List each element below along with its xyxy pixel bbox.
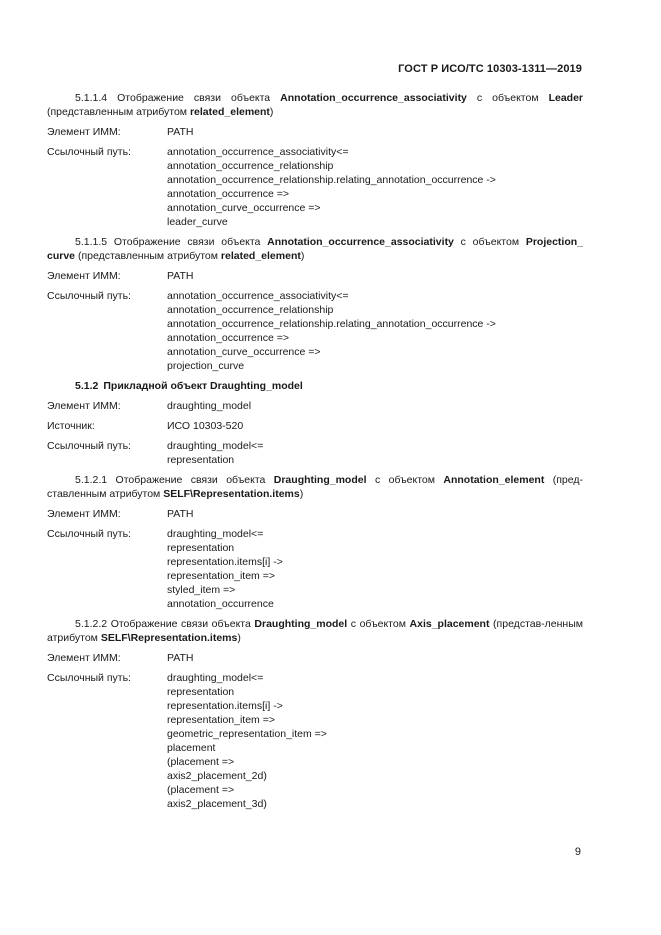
mim-element-label: Элемент ИММ:	[47, 508, 121, 520]
reference-path-label: Ссылочный путь:	[47, 146, 131, 158]
reference-path-row	[47, 289, 583, 373]
reference-path-line: annotation_occurrence_relationship	[167, 160, 334, 172]
section-number: 5.1.2	[75, 380, 99, 392]
reference-path-line: annotation_occurrence_relationship.relating_annotation_occurrence ->	[167, 318, 496, 330]
reference-path-line: geometric_representation_item =>	[167, 728, 327, 740]
source-row	[47, 419, 583, 433]
reference-path-lines	[167, 527, 583, 611]
mim-element-row	[47, 269, 583, 283]
clause-text-post: (представленным атрибутом	[75, 250, 221, 262]
reference-path-row	[47, 671, 583, 811]
reference-path-label: Ссылочный путь:	[47, 528, 131, 540]
clause-target: Projection_ curve	[47, 236, 583, 262]
document-header: ГОСТ Р ИСО/ТС 10303-1311—2019	[398, 63, 582, 75]
reference-path-line: annotation_occurrence_associativity<=	[167, 290, 349, 302]
reference-path-line: annotation_occurrence_relationship	[167, 304, 334, 316]
reference-path-line: styled_item =>	[167, 584, 236, 596]
page-number: 9	[574, 846, 581, 858]
mim-element-row	[47, 651, 583, 665]
reference-path-label: Ссылочный путь:	[47, 672, 131, 684]
mim-element-row	[47, 125, 583, 139]
reference-path-line: (placement =>	[167, 756, 235, 768]
reference-path-line: annotation_occurrence =>	[167, 188, 290, 200]
clause-text-post: (представленным атрибутом	[47, 106, 190, 118]
reference-path-line: annotation_curve_occurrence =>	[167, 346, 321, 358]
clause-number: 5.1.1.4	[75, 92, 108, 104]
mim-element-value: PATH	[167, 270, 194, 282]
reference-path-line: axis2_placement_2d)	[167, 770, 267, 782]
clause-text-post: (представ-ленным атрибутом	[47, 618, 583, 644]
clause-text-end: )	[300, 250, 305, 262]
clause-text-end: )	[269, 106, 274, 118]
reference-path-line: draughting_model<=	[167, 528, 264, 540]
reference-path-line: annotation_occurrence_relationship.relating_annotation_occurrence ->	[167, 174, 496, 186]
reference-path-line: representation	[167, 454, 235, 466]
reference-path-line: annotation_curve_occurrence =>	[167, 202, 321, 214]
clause-text-mid: с объектом	[453, 236, 526, 248]
reference-path-line: representation	[167, 542, 235, 554]
mim-element-label: Элемент ИММ:	[47, 652, 121, 664]
reference-path-line: representation.items[i] ->	[167, 700, 283, 712]
reference-path-line: draughting_model<=	[167, 672, 264, 684]
clause-object: Annotation_occurrence_associativity	[280, 92, 467, 104]
reference-path-line: annotation_occurrence =>	[167, 332, 290, 344]
paragraph-5-1-2-2	[47, 617, 583, 645]
reference-path-label: Ссылочный путь:	[47, 440, 131, 452]
clause-target: Axis_placement	[409, 618, 490, 630]
reference-path-lines	[167, 671, 583, 811]
reference-path-line: representation.items[i] ->	[167, 556, 283, 568]
clause-attribute: SELF\Representation.items	[163, 488, 300, 500]
reference-path-line: annotation_occurrence	[167, 598, 274, 610]
mim-element-value: PATH	[167, 508, 194, 520]
clause-object: Draughting_model	[273, 474, 367, 486]
reference-path-row	[47, 145, 583, 229]
clause-target: Annotation_element	[443, 474, 545, 486]
reference-path-line: leader_curve	[167, 216, 228, 228]
reference-path-line: draughting_model<=	[167, 440, 264, 452]
clause-text-end: )	[237, 632, 241, 644]
reference-path-label: Ссылочный путь:	[47, 290, 131, 302]
clause-number: 5.1.2.2	[75, 618, 108, 630]
section-heading-5-1-2	[75, 379, 583, 393]
reference-path-line: representation	[167, 686, 235, 698]
mim-element-value: PATH	[167, 126, 194, 138]
section-title: Прикладной объект Draughting_model	[103, 380, 303, 392]
paragraph-5-1-1-5	[47, 235, 583, 263]
clause-text-mid: с объектом	[347, 618, 410, 630]
clause-text-mid: с объектом	[366, 474, 444, 486]
mim-element-label: Элемент ИММ:	[47, 126, 121, 138]
paragraph-5-1-1-4	[47, 91, 583, 119]
clause-text-pre: Отображение связи объекта	[110, 618, 255, 630]
mim-element-row	[47, 507, 583, 521]
reference-path-line: representation_item =>	[167, 570, 275, 582]
clause-text-post: (пред-ставленным атрибутом	[47, 474, 583, 500]
source-value: ИСО 10303-520	[167, 420, 244, 432]
reference-path-line: (placement =>	[167, 784, 235, 796]
reference-path-lines	[167, 439, 583, 467]
clause-target: Leader	[548, 92, 583, 104]
clause-text-pre: Отображение связи объекта	[117, 92, 281, 104]
reference-path-line: representation_item =>	[167, 714, 275, 726]
clause-attribute: related_element	[189, 106, 270, 118]
clause-object: Draughting_model	[254, 618, 348, 630]
reference-path-line: projection_curve	[167, 360, 245, 372]
reference-path-lines	[167, 145, 583, 229]
mim-element-label: Элемент ИММ:	[47, 400, 121, 412]
document-body	[47, 91, 583, 817]
clause-text-end: )	[299, 488, 304, 500]
reference-path-row	[47, 439, 583, 467]
reference-path-line: axis2_placement_3d)	[167, 798, 267, 810]
clause-number: 5.1.1.5	[75, 236, 108, 248]
mim-element-value: PATH	[167, 652, 194, 664]
reference-path-row	[47, 527, 583, 611]
source-label: Источник:	[47, 420, 95, 432]
clause-number: 5.1.2.1	[75, 474, 108, 486]
clause-text-pre: Отображение связи объекта	[113, 236, 268, 248]
clause-attribute: related_element	[220, 250, 301, 262]
clause-object: Annotation_occurrence_associativity	[267, 236, 454, 248]
mim-element-label: Элемент ИММ:	[47, 270, 121, 282]
reference-path-lines	[167, 289, 583, 373]
clause-text-pre: Отображение связи объекта	[115, 474, 274, 486]
clause-text-mid: с объектом	[466, 92, 549, 104]
mim-element-row	[47, 399, 583, 413]
clause-attribute: SELF\Representation.items	[100, 632, 238, 644]
mim-element-value: draughting_model	[167, 400, 252, 412]
reference-path-line: placement	[167, 742, 216, 754]
paragraph-5-1-2-1	[47, 473, 583, 501]
reference-path-line: annotation_occurrence_associativity<=	[167, 146, 349, 158]
